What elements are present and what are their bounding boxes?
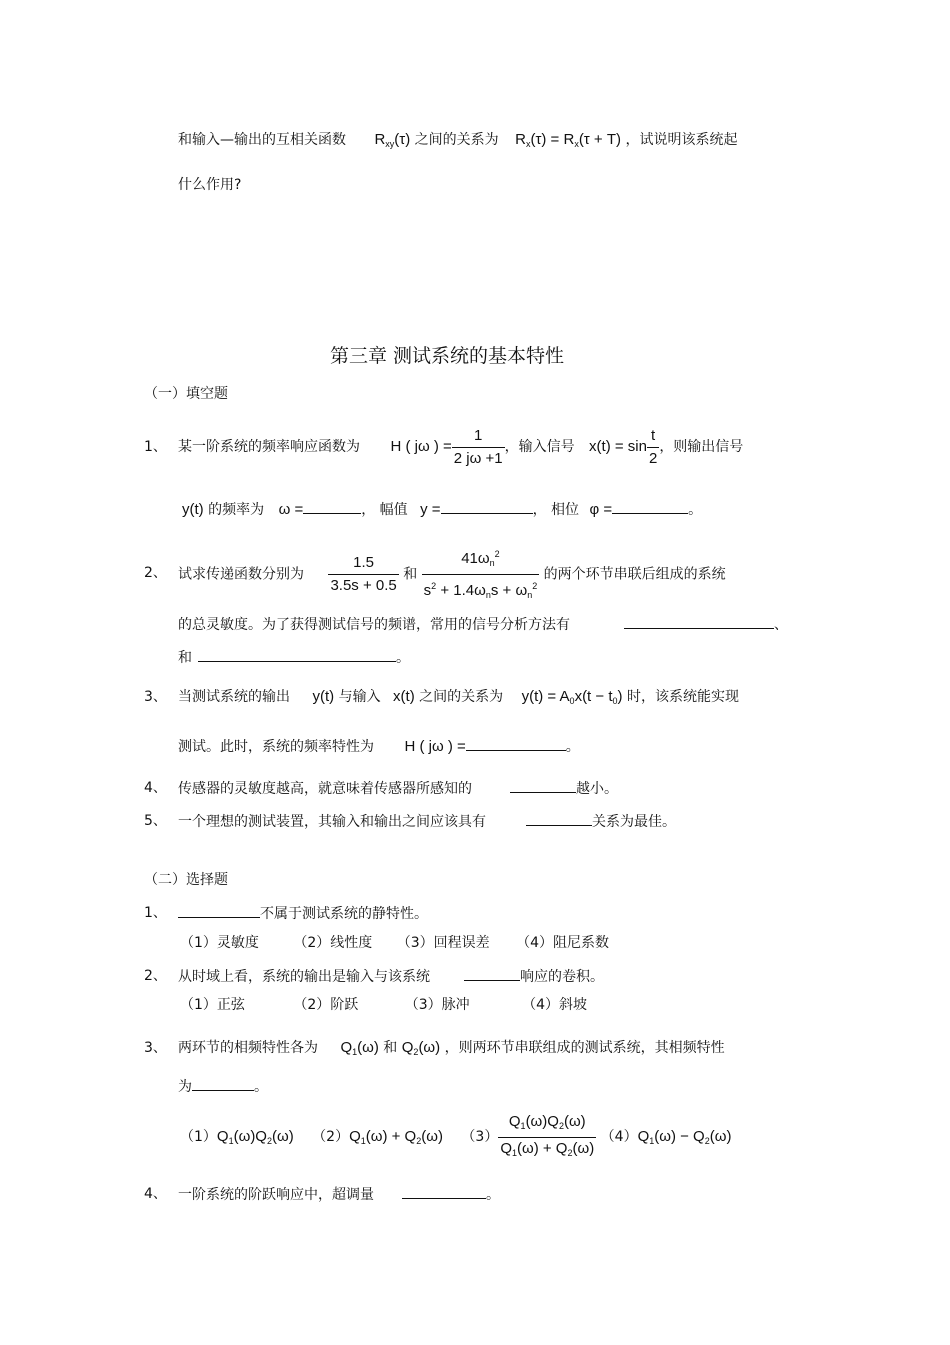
fill-q3-line1: 当测试系统的输出 y(t) 与输入 x(t) 之间的关系为 $y(t) = A_0x(t - t_0)$ 时，该系统能实现 [178,688,739,706]
option[interactable]: （4）斜坡 [522,997,588,1013]
choice-q1-options [180,933,609,953]
fraction-sin: $\frac{t}{2}$ [648,426,658,467]
option[interactable]: （2）阶跃 [293,997,359,1013]
question-number: 4、 [144,780,167,796]
delay-relation: $y(t) = A_0x(t - t_0)$ [521,688,623,706]
blank-freq-char[interactable] [466,736,566,751]
blank-method-2[interactable] [198,647,396,662]
question-number: 3、 [144,689,167,705]
question-number: 1、 [144,905,167,921]
intro-line-1 [178,130,737,154]
option[interactable]: （3）脉冲 [404,997,470,1013]
option[interactable]: $(1)Q_1(\omega)Q_2(\omega)$ [180,1128,294,1146]
fill-q1-line1: 某一阶系统的频率响应函数为 H ( jω ) = $\frac{1}{2 j\omega +1}$ ，输入信号 x(t) = sin $\frac{t}{2}$ ，则输出信号 [178,426,744,467]
option[interactable]: （3） $\frac{Q_1(\omega)Q_2(\omega)}{Q_1(\omega) + Q_2(\omega)}$ [461,1112,595,1158]
blank-amplitude[interactable] [441,499,533,514]
fill-q3-line2: 测试。此时，系统的频率特性为 H ( jω ) = 。 [178,738,580,755]
choice-q1: 不属于测试系统的静特性。 [178,903,428,924]
question-number: 2、 [144,565,167,581]
fraction-h: $\frac{1}{2 j\omega +1}$ [453,426,503,467]
question-number: 4、 [144,1186,167,1202]
x-t: x(t) = sin [589,438,647,455]
fill-q4: 传感器的灵敏度越高，就意味着传感器所感知的 越小。 [178,778,618,799]
section-heading-fill: （一）填空题 [144,386,228,402]
fill-q2-line3: 和 。 [178,647,410,668]
relation-formula: $R_x(\tau) = R_x(\tau + T)$ [515,131,621,149]
option[interactable]: （3）回程误差 [396,935,490,951]
intro-text: ，试说明该系统起 [625,132,738,148]
h-jw: H ( jω ) = [390,438,452,455]
intro-text: 和输入—输出的互相关函数 [178,132,346,148]
fill-q1-line2: y(t) 的频率为 ω = ， 幅值 y = ， 相位 φ = 。 [182,501,703,518]
blank-choice-2[interactable] [464,966,520,981]
fraction-tf2: $\frac{41\omega_n^2}{s^2 + 1.4\omega_ns + \omega_n^2}$ [422,545,540,604]
option[interactable]: $(4)Q_1(\omega) - Q_2(\omega)$ [600,1128,732,1146]
blank-relation[interactable] [526,811,592,826]
question-number: 5、 [144,813,167,829]
section-heading-choice: （二）选择题 [144,872,228,888]
option[interactable]: （2）线性度 [293,935,373,951]
blank-choice-3[interactable] [192,1076,254,1091]
fraction-tf1: $\frac{1.5}{3.5s + 0.5}$ [330,554,397,594]
intro-text: 之间的关系为 [414,132,499,148]
choice-q2: 从时域上看，系统的输出是输入与该系统 响应的卷积。 [178,966,604,987]
option[interactable]: （1）灵敏度 [180,935,259,951]
chapter-title: 第三章 测试系统的基本特性 [330,345,565,367]
fill-q2-line2: 的总灵敏度。为了获得测试信号的频谱，常用的信号分析方法有 、 [178,614,788,635]
rxy-symbol: $R_{xy}(\tau)$ [374,131,411,149]
intro-line-2: 什么作用? [178,177,242,193]
blank-method-1[interactable] [624,614,774,629]
fill-q5: 一个理想的测试装置，其输入和输出之间应该具有 关系为最佳。 [178,811,676,832]
choice-q3-line2: 为 。 [178,1076,268,1097]
blank-choice-1[interactable] [178,903,260,918]
question-number: 2、 [144,968,167,984]
question-number: 3、 [144,1040,167,1056]
fill-q2-line1: 试求传递函数分别为 $\frac{1.5}{3.5s + 0.5}$ 和 $\frac{41\omega_n^2}{s^2 + 1.4\omega_ns + \omega_n^2}$ 的两个环节串联后组成的系统 [178,545,726,604]
blank-choice-4[interactable] [402,1184,486,1199]
blank-omega[interactable] [303,499,361,514]
option[interactable]: （4）阻尼系数 [516,935,610,951]
question-number: 1、 [144,439,167,455]
choice-q3-line1: 两环节的相频特性各为 $Q_1(\omega)$ 和 $Q_2(\omega)$ ，则两环节串联组成的测试系统，其相频特性 [178,1039,725,1057]
blank-sensed[interactable] [510,778,576,793]
choice-q2-options [180,995,587,1015]
blank-phase[interactable] [612,499,688,514]
choice-q3-options [180,1112,731,1166]
choice-q4: 一阶系统的阶跃响应中，超调量 。 [178,1184,500,1205]
option[interactable]: $(2)Q_1(\omega) + Q_2(\omega)$ [312,1128,443,1146]
option[interactable]: （1）正弦 [180,997,245,1013]
